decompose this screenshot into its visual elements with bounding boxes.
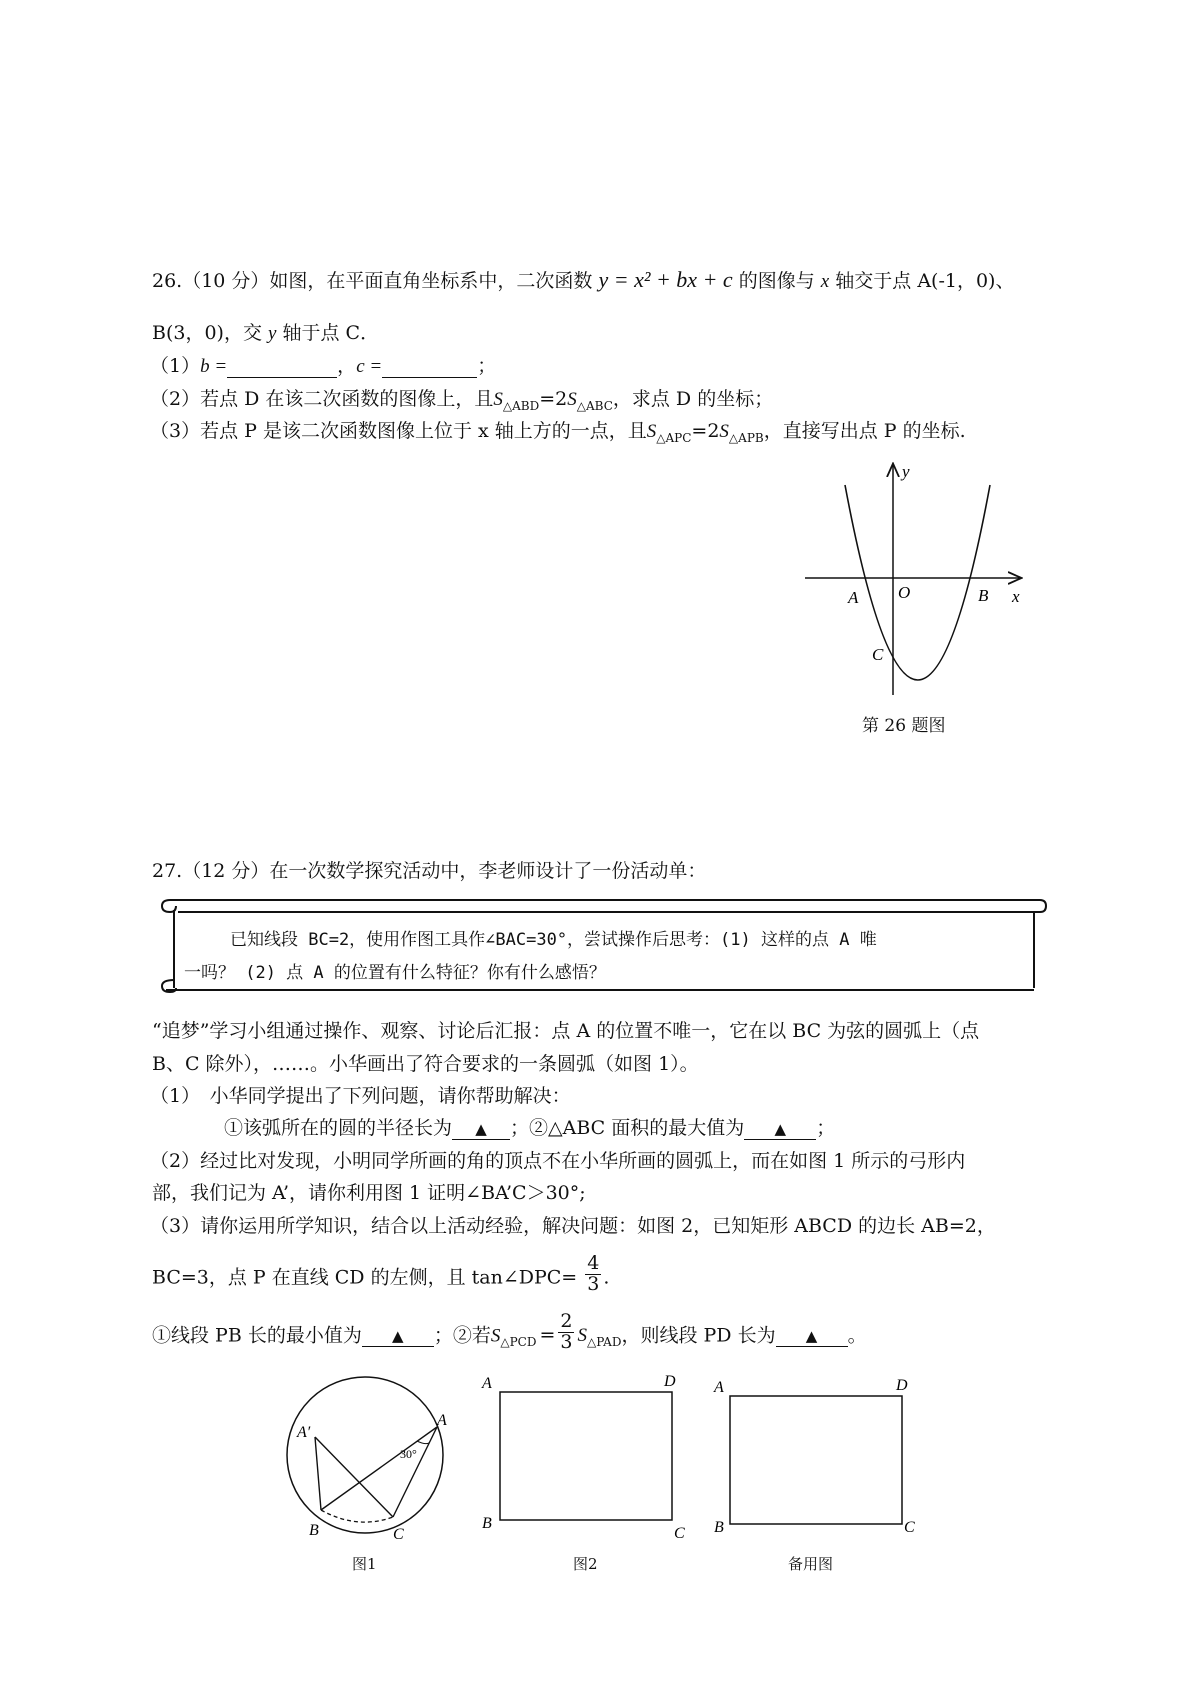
area-symbol: S bbox=[646, 421, 657, 442]
q27-intro: 27.（12 分）在一次数学探究活动中，李老师设计了一份活动单： bbox=[152, 860, 707, 882]
area-subscript: △PCD bbox=[500, 1335, 537, 1350]
separator: ， bbox=[337, 355, 357, 377]
q26-part2 bbox=[150, 384, 773, 413]
q26-part1 bbox=[150, 351, 496, 378]
triangle-mark: ▲ bbox=[805, 1327, 818, 1346]
q26-line1 bbox=[152, 266, 1014, 293]
label-x: x bbox=[1012, 587, 1020, 606]
q26-line2 bbox=[152, 318, 379, 345]
q26-var: x bbox=[820, 271, 830, 292]
label-C: C bbox=[393, 1526, 404, 1543]
q26-figure-caption: 第 26 题图 bbox=[862, 716, 946, 736]
label-B: B bbox=[482, 1515, 492, 1532]
part-text: 。 bbox=[847, 1324, 867, 1347]
rectangle-ABCD bbox=[730, 1396, 902, 1524]
area-subscript: △APC bbox=[656, 430, 692, 445]
var-b: b = bbox=[200, 356, 228, 377]
part-text: ，则线段 PD 长为 bbox=[621, 1324, 776, 1347]
answer-blank-max-area[interactable] bbox=[744, 1117, 816, 1140]
segment-AC bbox=[393, 1427, 437, 1517]
answer-blank-pb-min[interactable] bbox=[362, 1324, 434, 1347]
part-text: ；②若 bbox=[433, 1324, 491, 1347]
q27-figure3 bbox=[710, 1374, 930, 1544]
q27-report-line2: B、C 除外），……。小华画出了符合要求的一条圆弧（如图 1）。 bbox=[152, 1053, 699, 1075]
angle-arc bbox=[417, 1441, 429, 1444]
q26-var: y bbox=[268, 323, 277, 344]
answer-blank-b[interactable] bbox=[227, 355, 337, 378]
circle bbox=[287, 1377, 443, 1533]
part-text: ，直接写出点 P 的坐标. bbox=[763, 420, 966, 442]
part-text: ； bbox=[816, 1117, 836, 1139]
q27-part4 bbox=[152, 1310, 867, 1357]
q26-text: 轴于点 C． bbox=[282, 322, 380, 344]
label-A: A bbox=[482, 1375, 492, 1392]
part-text: ①该弧所在的圆的半径长为 bbox=[224, 1117, 453, 1139]
q27-part2-line2: 部，我们记为 A’，请你利用图 1 证明∠BA’C＞30°; bbox=[152, 1182, 586, 1204]
label-A: A bbox=[714, 1379, 724, 1396]
part-text: ，求点 D 的坐标； bbox=[612, 388, 774, 410]
parabola-curve bbox=[845, 485, 990, 680]
part-text: （2）若点 D 在该二次函数的图像上，且 bbox=[150, 388, 494, 410]
q27-figure2 bbox=[478, 1372, 698, 1542]
q26-text: 轴交于点 A(-1，0)、 bbox=[835, 270, 1015, 292]
scroll-text-line1: 已知线段 BC=2，使用作图工具作∠BAC=30°，尝试操作后思考：(1) 这样的点 A 唯 bbox=[230, 930, 877, 950]
area-subscript: △APB bbox=[728, 430, 764, 445]
part-text: （3）若点 P 是该二次函数图像上位于 x 轴上方的一点，且 bbox=[150, 420, 647, 442]
scroll-text-line2: 一吗？ (2) 点 A 的位置有什么特征？你有什么感悟？ bbox=[184, 963, 606, 983]
part-text: =2 bbox=[691, 420, 720, 442]
part-number: （1） bbox=[150, 355, 201, 377]
segment-AB bbox=[321, 1427, 437, 1510]
part-text: BC=3，点 P 在直线 CD 的左侧，且 tan∠DPC= bbox=[152, 1266, 578, 1289]
fig1-caption: 图1 bbox=[352, 1555, 377, 1573]
dashed-chord-arc bbox=[321, 1510, 393, 1522]
label-C: C bbox=[872, 645, 884, 664]
label-B: B bbox=[309, 1522, 319, 1539]
segment-A1C bbox=[315, 1437, 393, 1517]
q27-part3-line2 bbox=[152, 1252, 610, 1299]
label-y: y bbox=[902, 462, 910, 481]
label-A-prime: A′ bbox=[297, 1424, 311, 1441]
label-angle-30: 30° bbox=[400, 1447, 417, 1461]
fraction bbox=[585, 1254, 601, 1295]
q26-text: 26.（10 分）如图，在平面直角坐标系中，二次函数 bbox=[152, 270, 593, 292]
label-C: C bbox=[904, 1519, 915, 1536]
answer-blank-radius[interactable] bbox=[452, 1117, 510, 1140]
part-text: . bbox=[603, 1266, 610, 1289]
answer-blank-pd-length[interactable] bbox=[776, 1324, 848, 1347]
fraction bbox=[558, 1312, 574, 1353]
part-text: =2 bbox=[539, 388, 568, 410]
part-text: = bbox=[539, 1324, 556, 1347]
label-A: A bbox=[848, 588, 859, 607]
part-text: ①线段 PB 长的最小值为 bbox=[152, 1324, 362, 1347]
rectangle-ABCD bbox=[500, 1392, 672, 1520]
separator: ； bbox=[477, 355, 497, 377]
label-D: D bbox=[664, 1373, 676, 1390]
fig2-caption: 图2 bbox=[573, 1555, 598, 1573]
label-B: B bbox=[978, 586, 989, 605]
fraction-denominator: 3 bbox=[587, 1272, 600, 1295]
q26-formula: y = x² + bx + c bbox=[598, 267, 733, 292]
segment-A1B bbox=[315, 1437, 321, 1510]
label-C: C bbox=[674, 1525, 685, 1542]
var-c: c = bbox=[356, 356, 383, 377]
label-B: B bbox=[714, 1519, 724, 1536]
q26-text: 的图像与 bbox=[738, 270, 815, 292]
part-text: ；②△ABC 面积的最大值为 bbox=[510, 1117, 745, 1139]
q26-part3 bbox=[150, 416, 966, 445]
q26-figure bbox=[790, 455, 1050, 735]
q27-part2-line1: （2）经过比对发现，小明同学所画的角的顶点不在小华所画的圆弧上，而在如图 1 所示的弓形内 bbox=[150, 1150, 966, 1172]
area-subscript: △PAD bbox=[586, 1335, 622, 1350]
area-symbol: S bbox=[719, 421, 729, 442]
area-symbol: S bbox=[567, 389, 577, 410]
area-subscript: △ABC bbox=[576, 398, 613, 413]
fraction-numerator: 4 bbox=[587, 1252, 600, 1274]
area-symbol: S bbox=[490, 1325, 501, 1347]
fig3-caption: 备用图 bbox=[788, 1555, 834, 1573]
q26-text: B(3，0)，交 bbox=[152, 322, 262, 344]
q27-figure1 bbox=[285, 1365, 465, 1565]
area-subscript: △ABD bbox=[502, 398, 540, 413]
triangle-mark: ▲ bbox=[475, 1120, 487, 1138]
answer-blank-c[interactable] bbox=[382, 355, 477, 378]
fraction-denominator: 3 bbox=[560, 1330, 573, 1353]
label-D: D bbox=[896, 1377, 908, 1394]
fraction-numerator: 2 bbox=[560, 1310, 573, 1332]
triangle-mark: ▲ bbox=[392, 1327, 404, 1346]
label-O: O bbox=[898, 583, 911, 602]
q27-part1-head: （1） 小华同学提出了下列问题，请你帮助解决： bbox=[150, 1085, 571, 1107]
area-symbol: S bbox=[493, 389, 503, 410]
area-symbol: S bbox=[577, 1325, 587, 1347]
label-A: A bbox=[437, 1412, 447, 1429]
q27-report-line1: “追梦”学习小组通过操作、观察、讨论后汇报：点 A 的位置不唯一，它在以 BC 为弦的圆弧上（点 bbox=[152, 1020, 980, 1042]
q27-part1-sub bbox=[224, 1113, 835, 1140]
q27-part3-line1: （3）请你运用所学知识，结合以上活动经验，解决问题：如图 2，已知矩形 ABCD 的边长 AB=2， bbox=[150, 1215, 996, 1237]
triangle-mark: ▲ bbox=[774, 1120, 787, 1138]
